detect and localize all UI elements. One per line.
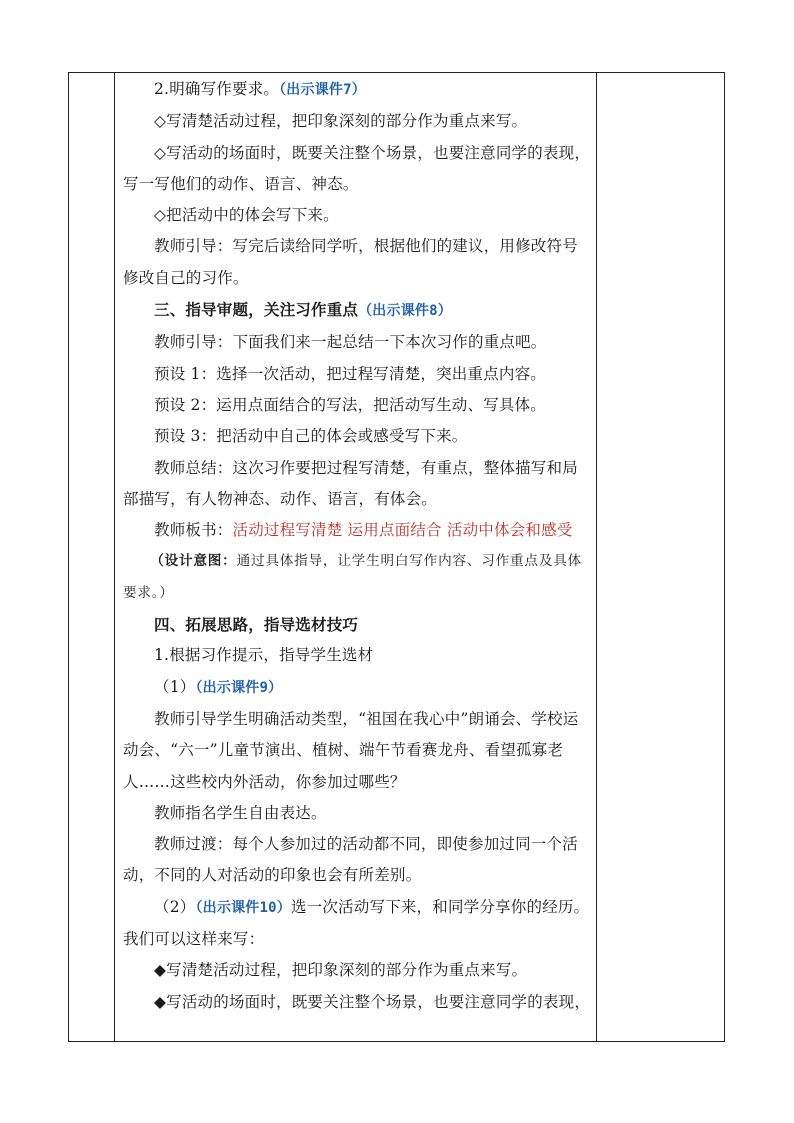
preset-item: 预设 3：把活动中自己的体会或感受写下来。: [154, 427, 468, 446]
teacher-guidance: 教师引导：下面我们来一起总结一下本次习作的重点吧。: [154, 333, 547, 352]
board-writing: 教师板书：活动过程写清楚 运用点面结合 活动中体会和感受: [154, 521, 573, 540]
teacher-summary: 教师总结：这次习作要把过程写清楚，有重点，整体描写和局部描写，有人物神态、动作、语言，有体会。: [123, 458, 578, 508]
sub-step-2: （2）（出示课件10）选一次活动写下来，和同学分享你的经历。我们可以这样来写：: [123, 897, 590, 949]
requirement-item: ◇把活动中的体会写下来。: [154, 206, 339, 225]
teacher-action: 教师指名学生自由表达。: [154, 803, 327, 822]
teacher-guidance: 教师引导学生明确活动类型，“祖国在我心中”朗诵会、学校运动会、“六一”儿童节演出、植树、端午节看赛龙舟、看望孤寡老人……这些校内外活动，你参加过哪些？: [123, 709, 579, 791]
courseware-ref: （出示课件8）: [358, 303, 452, 320]
preset-item: 预设 2：运用点面结合的写法，把活动写生动、写具体。: [154, 395, 546, 414]
requirement-item: ◇写活动的场面时，既要关注整个场景，也要注意同学的表现，写一写他们的动作、语言、神态。: [123, 143, 591, 193]
board-writing-text: 活动过程写清楚 运用点面结合 活动中体会和感受: [232, 521, 573, 540]
table-column-divider-right: [596, 73, 597, 1041]
teacher-transition: 教师过渡：每个人参加过的活动都不同，即使参加过同一个活动，不同的人对活动的印象也会有所差别。: [123, 835, 578, 885]
requirement-item: ◆写活动的场面时，既要关注整个场景，也要注意同学的表现，: [154, 992, 591, 1011]
lesson-content: [123, 74, 593, 1018]
step-2-heading: 2.明确写作要求。（出示课件7）: [154, 80, 366, 98]
courseware-ref: （出示课件10）: [195, 899, 291, 916]
sub-step-1: （1）（出示课件9）: [154, 677, 283, 696]
section-heading-4: 四、拓展思路，指导选材技巧: [154, 615, 359, 635]
step-1-heading: 1.根据习作提示，指导学生选材: [154, 646, 374, 665]
teacher-guidance: 教师引导：写完后读给同学听，根据他们的建议，用修改符号修改自己的习作。: [123, 237, 578, 287]
requirement-item: ◆写清楚活动过程，把印象深刻的部分作为重点来写。: [154, 961, 528, 980]
design-intent: （设计意图：通过具体指导，让学生明白写作内容、习作重点及具体要求。）: [123, 553, 583, 601]
table-column-divider-left: [114, 73, 115, 1041]
preset-item: 预设 1：选择一次活动，把过程写清楚，突出重点内容。: [154, 364, 546, 383]
courseware-ref: （出示课件7）: [279, 82, 366, 98]
requirement-item: ◇写清楚活动过程，把印象深刻的部分作为重点来写。: [154, 112, 528, 131]
courseware-ref: （出示课件9）: [195, 679, 283, 696]
section-heading-3: 三、指导审题，关注习作重点（出示课件8）: [154, 300, 452, 320]
